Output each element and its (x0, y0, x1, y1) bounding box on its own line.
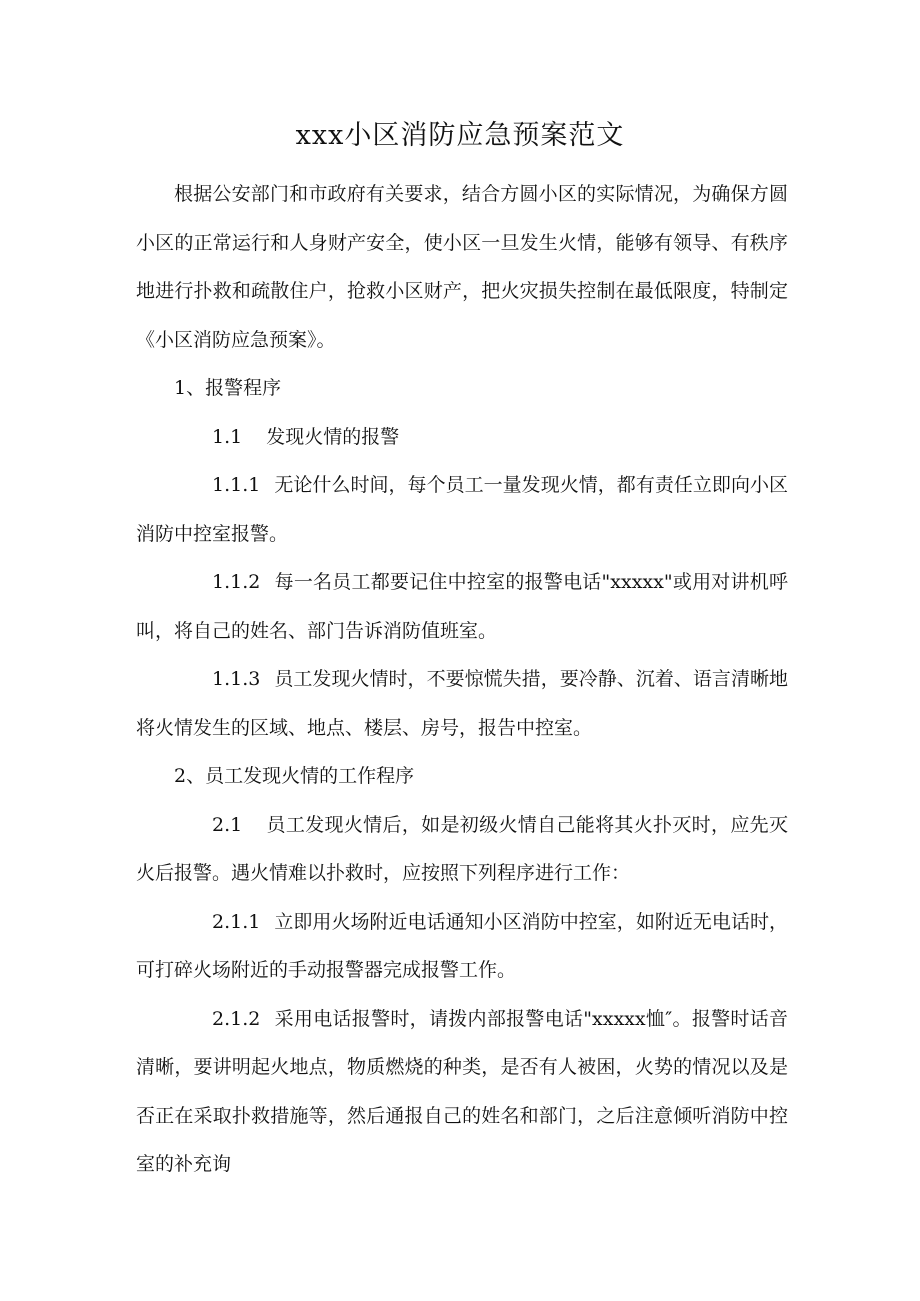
paragraph-1-1-1 (136, 461, 788, 558)
paragraph-text: 1、报警程序 (174, 377, 282, 399)
paragraph-text: 员工发现火情时，不要惊慌失措，要冷静、沉着、语言清晰地将火情发生的区域、地点、楼层、房号，报告中控室。 (136, 668, 788, 739)
paragraph-text: 每一名员工都要记住中控室的报警电话"xxxxx"或用对讲机呼叫，将自己的姓名、部门告诉消防值班室。 (136, 571, 788, 642)
section-heading-1 (136, 364, 788, 413)
section-number: 1.1.1 (212, 474, 261, 496)
paragraph-intro (136, 170, 788, 364)
paragraph-text: 立即用火场附近电话通知小区消防中控室，如附近无电话时，可打碎火场附近的手动报警器完成报警工作。 (136, 910, 788, 981)
section-number: 2.1.2 (212, 1007, 261, 1030)
paragraph-text: 员工发现火情后，如是初级火情自己能将其火扑灭时，应先灭火后报警。遇火情难以扑救时，应按照下列程序进行工作： (136, 813, 788, 884)
section-number: 1.1.2 (212, 571, 261, 593)
paragraph-text: 采用电话报警时，请拨内部报警电话"xxxxx恤″。报警时话音清晰，要讲明起火地点，物质燃烧的种类，是否有人被困，火势的情况以及是否正在采取扑救措施等，然后通报自己的姓名和部门，之后注意倾听消防中控室的补充询 (136, 1007, 788, 1175)
section-number: 1.1.3 (212, 668, 261, 690)
paragraph-text: 无论什么时间，每个员工一量发现火情，都有责任立即向小区消防中控室报警。 (136, 474, 788, 545)
document-title: xxx小区消防应急预案范文 (295, 120, 625, 151)
section-number: 2.1 (212, 813, 243, 836)
paragraph-text: 发现火情的报警 (266, 425, 400, 448)
section-number: 1.1 (212, 425, 243, 448)
paragraph-1-1-2 (136, 558, 788, 655)
paragraph-2-1-1 (136, 898, 788, 995)
section-number: 2.1.1 (212, 910, 261, 933)
document-body (136, 170, 788, 1189)
section-heading-2 (136, 752, 788, 801)
paragraph-2-1-2 (136, 995, 788, 1189)
paragraph-text: 根据公安部门和市政府有关要求，结合方圆小区的实际情况，为确保方圆小区的正常运行和人身财产安全，使小区一旦发生火情，能够有领导、有秩序地进行扑救和疏散住户，抢救小区财产，把火灾损失控制在最低限度，特制定《小区消防应急预案》。 (136, 183, 788, 351)
paragraph-1-1-3 (136, 655, 788, 752)
section-heading-1-1 (136, 413, 788, 462)
paragraph-text: 2、员工发现火情的工作程序 (174, 765, 415, 787)
paragraph-2-1 (136, 801, 788, 898)
